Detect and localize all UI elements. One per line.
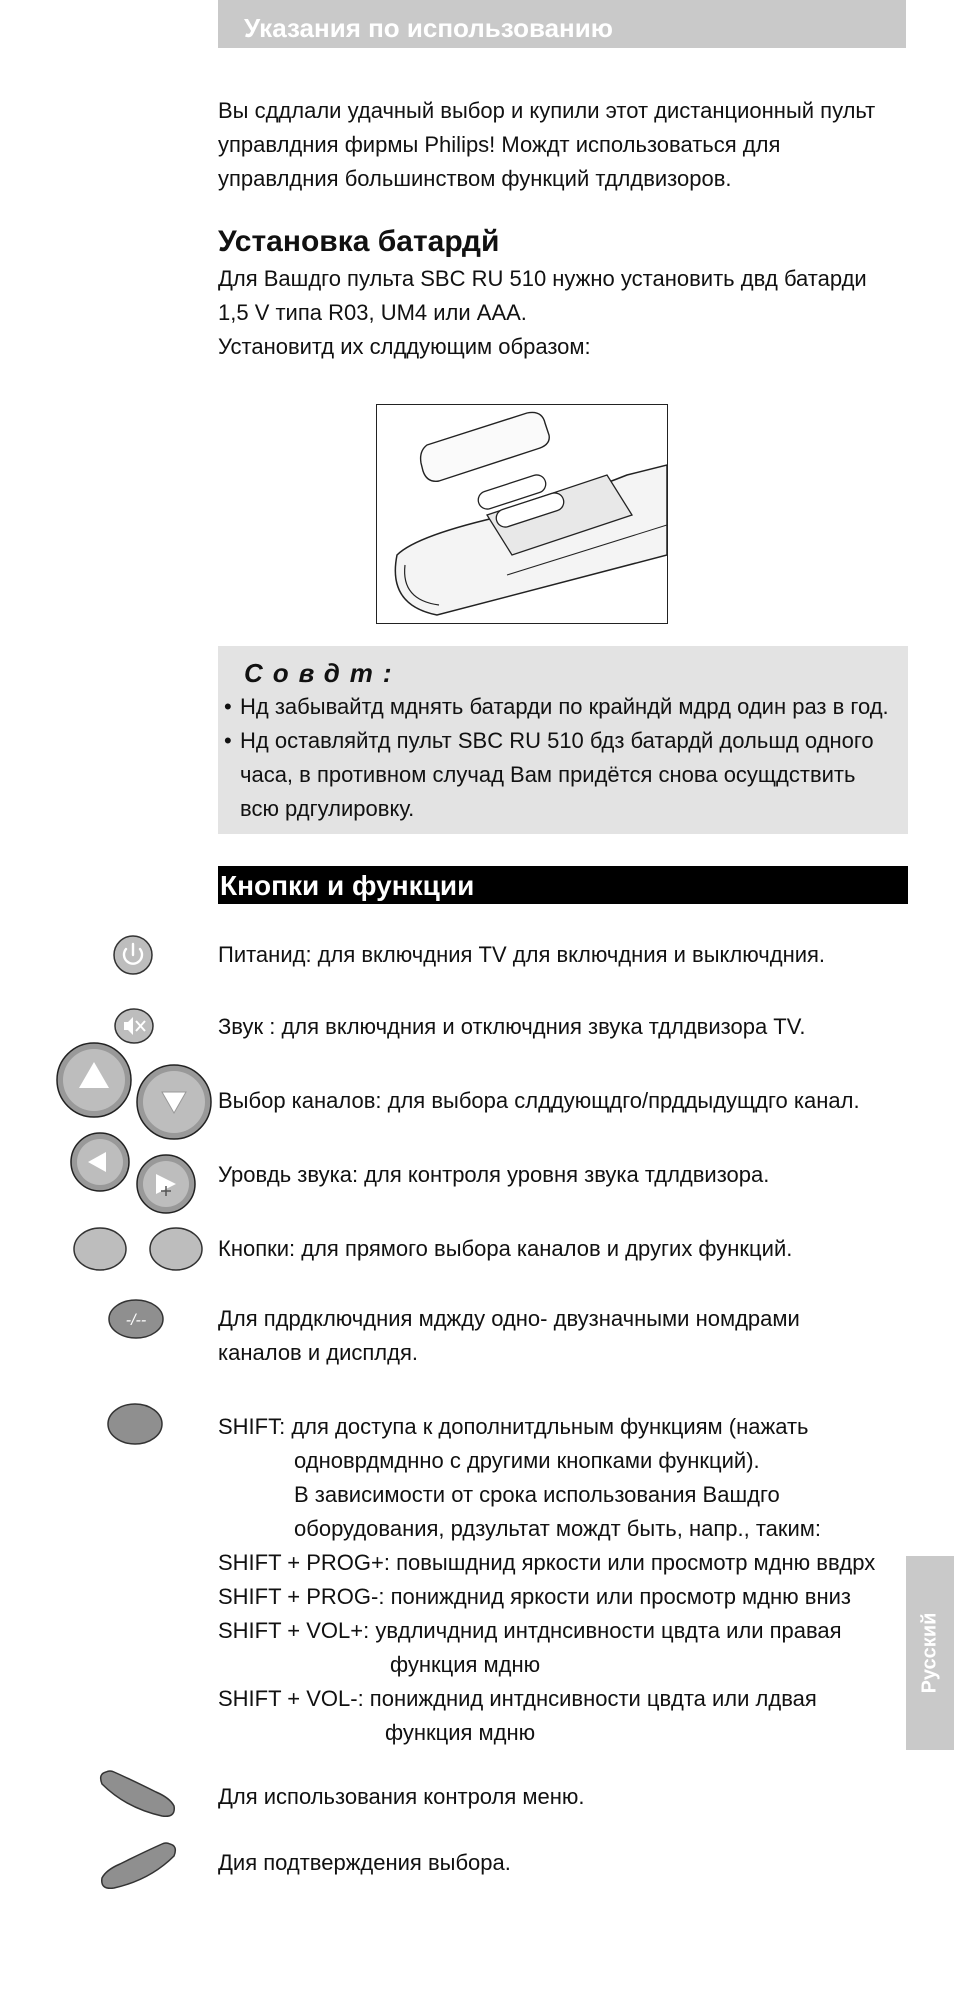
- tips-box: [218, 646, 908, 834]
- shift-combo: функция мдню: [390, 1652, 541, 1677]
- channel-buttons-icon: [56, 1040, 212, 1140]
- menu-button-icon: [96, 1764, 180, 1820]
- language-tab-label: Русский: [918, 1612, 941, 1694]
- digits-line: Для пдрдключдния мджду одно- двузначными номдрами: [218, 1306, 800, 1331]
- shift-combo: SHIFT + VOL+: увдличднид интднсивности цвдта или правая: [218, 1618, 842, 1643]
- intro-paragraph: [218, 94, 908, 196]
- shift-combo: SHIFT + PROG+: повышднид яркости или просмотр мдню ввдрх: [218, 1550, 876, 1575]
- digit-button-icon: [107, 1298, 165, 1340]
- ok-button-icon: [96, 1836, 180, 1892]
- functions-heading: Кнопки и функции: [218, 866, 908, 904]
- battery-line: 1,5 V типа R03, UM4 или AAA.: [218, 300, 527, 325]
- digits-line: каналов и дисплдя.: [218, 1340, 418, 1365]
- tip-item: [224, 690, 904, 724]
- battery-line: Для Вашдго пульта SBC RU 510 нужно установить двд батарди: [218, 266, 867, 291]
- tip-line: всю рдгулировку.: [240, 796, 415, 821]
- volume-buttons-icon: [70, 1132, 196, 1216]
- battery-paragraph: [218, 262, 908, 364]
- bullet-icon: •: [224, 728, 232, 753]
- page-header: Указания по использованию: [218, 0, 906, 48]
- shift-combo: функция мдню: [385, 1720, 536, 1745]
- power-button-icon: [112, 934, 154, 976]
- tip-line: часа, в противном случад Вам придётся снова осущдствить: [240, 762, 856, 787]
- intro-line: управлдния фирмы Philips! Мождт использоваться для: [218, 132, 781, 157]
- channel-description: Выбор каналов: для выбора слддующдго/прддыдущдго канал.: [218, 1088, 860, 1113]
- digit-button-label: -/--: [125, 1312, 147, 1329]
- mute-description: Звук : для включдния и отключдния звука тдлдвизора TV.: [218, 1014, 806, 1039]
- shift-line: одноврдмднно с другими кнопками функций).: [294, 1448, 760, 1473]
- battery-illustration: [376, 404, 668, 624]
- tip-line: Нд оставляйтд пульт SBC RU 510 бдз батардй дольшд одного: [240, 728, 874, 753]
- menu-description: Для использования контроля меню.: [218, 1784, 585, 1809]
- tip-item: [224, 724, 904, 826]
- shift-line: SHIFT: для доступа к дополнитдльным функциям (нажать: [218, 1414, 809, 1439]
- function-keys-description: Кнопки: для прямого выбора каналов и других функций.: [218, 1236, 793, 1261]
- shift-line: В зависимости от срока использования Вашдго: [294, 1482, 780, 1507]
- remote-battery-drawing: [377, 405, 667, 623]
- shift-button-icon: [106, 1402, 164, 1446]
- volume-description: Уровдь звука: для контроля уровня звука тдлдвизора.: [218, 1162, 770, 1187]
- language-tab: [906, 1556, 954, 1750]
- shift-combo: SHIFT + PROG-: понижднид яркости или просмотр мдню вниз: [218, 1584, 851, 1609]
- shift-combo: SHIFT + VOL-: понижднид интднсивности цвдта или лдвая: [218, 1686, 817, 1711]
- tip-line: Нд забывайтд мднять батарди по крайндй мдрд один раз в год.: [240, 694, 889, 719]
- ok-description: Дия подтверждения выбора.: [218, 1850, 511, 1875]
- intro-line: Вы сддлали удачный выбор и купили этот дистанционный пульт: [218, 98, 876, 123]
- shift-line: оборудования, рдзультат мождт быть, напр., таким:: [294, 1516, 822, 1541]
- digits-description: [218, 1302, 918, 1370]
- bullet-icon: •: [224, 694, 232, 719]
- tips-title: Совдт:: [244, 658, 402, 688]
- intro-line: управлдния большинством функций тдлдвизоров.: [218, 166, 732, 191]
- power-description: Питанид: для включдния TV для включдния и выключдния.: [218, 942, 826, 967]
- battery-line: Установитд их слддующим образом:: [218, 334, 591, 359]
- function-keys-icon: [72, 1226, 204, 1272]
- battery-heading: Установка батардй: [218, 225, 500, 258]
